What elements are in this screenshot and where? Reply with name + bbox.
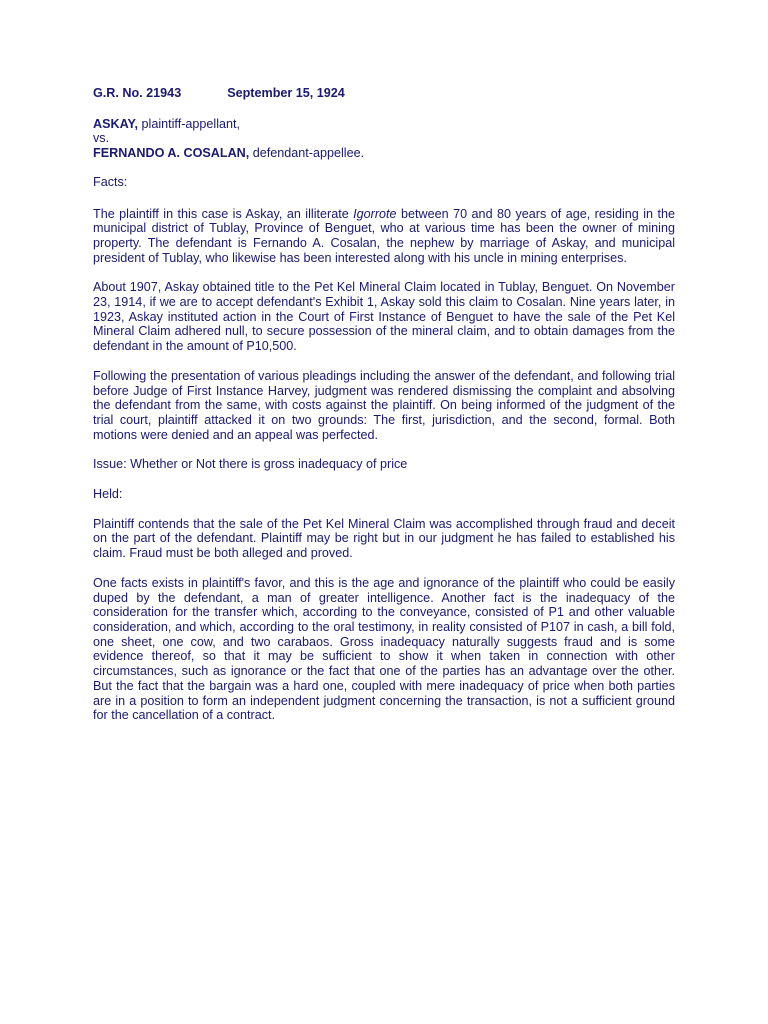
defendant-role: defendant-appellee. (249, 146, 365, 161)
decision-date: September 15, 1924 (227, 86, 345, 100)
facts-p1-text-a: The plaintiff in this case is Askay, an illiterate (93, 206, 354, 221)
facts-p1-text-b: between 70 and 80 years of age, residing in the municipal district of Tublay, Province of Benguet, who at various time has been the owner of mining property. The defendant is Fernando A. Cosalan, the nephew by marriage of Askay, and municipal president of Tublay, who likewise has been interested along with his uncle in mining enterprises. (93, 206, 675, 265)
held-label: Held: (93, 487, 123, 502)
facts-paragraph-2: About 1907, Askay obtained title to the Pet Kel Mineral Claim located in Tublay, Benguet. On November 23, 1914, if we are to accept defendant's Exhibit 1, Askay sold this claim to Cosalan. Nine years later, in 1923, Askay instituted action in the Court of First Instance of Benguet to have the sale of the Pet Kel Mineral Claim adhered null, to secure possession of the mineral claim, and to obtain damages from the defendant in the amount of P10,500. (93, 280, 675, 354)
held-paragraph-1: Plaintiff contends that the sale of the Pet Kel Mineral Claim was accomplished through fraud and deceit on the part of the defendant. Plaintiff may be right but in our judgment he has failed to established his claim. Fraud must be both alleged and proved. (93, 516, 675, 561)
gr-number: G.R. No. 21943 (93, 86, 182, 100)
issue-statement: Issue: Whether or Not there is gross inadequacy of price (93, 457, 408, 472)
facts-label: Facts: (93, 174, 128, 189)
plaintiff-name: ASKAY, (93, 116, 139, 131)
defendant-name: FERNANDO A. COSALAN, (93, 146, 250, 161)
case-header (93, 86, 675, 101)
parties-block (93, 117, 675, 161)
facts-paragraph-1 (93, 207, 675, 266)
plaintiff-line (93, 117, 675, 132)
versus-line: vs. (93, 131, 110, 146)
held-paragraph-2: One facts exists in plaintiff's favor, and this is the age and ignorance of the plaintiff who could be easily duped by the defendant, a man of greater intelligence. Another fact is the inadequacy of the consideration for the transfer which, according to the conveyance, consisted of P1 and other valuable consideration, and which, according to the oral testimony, in reality consisted of P107 in cash, a bill fold, one sheet, one cow, and two carabaos. Gross inadequacy naturally suggests fraud and is some evidence thereof, so that it may be sufficient to show it when taken in connection with other circumstances, such as ignorance or the fact that one of the parties has an advantage over the other. But the fact that the bargain was a hard one, coupled with mere inadequacy of price when both parties are in a position to form an independent judgment concerning the transaction, is not a sufficient ground for the cancellation of a contract. (93, 575, 675, 723)
facts-p1-italic: Igorrote (353, 206, 397, 221)
document-page (93, 86, 675, 723)
defendant-line (93, 146, 675, 161)
plaintiff-role: plaintiff-appellant, (138, 116, 241, 131)
facts-paragraph-3: Following the presentation of various pleadings including the answer of the defendant, and following trial before Judge of First Instance Harvey, judgment was rendered dismissing the complaint and absolving the defendant from the same, with costs against the plaintiff. On being informed of the judgment of the trial court, plaintiff attacked it on two grounds: The first, jurisdiction, and the second, formal. Both motions were denied and an appeal was perfected. (93, 368, 675, 442)
